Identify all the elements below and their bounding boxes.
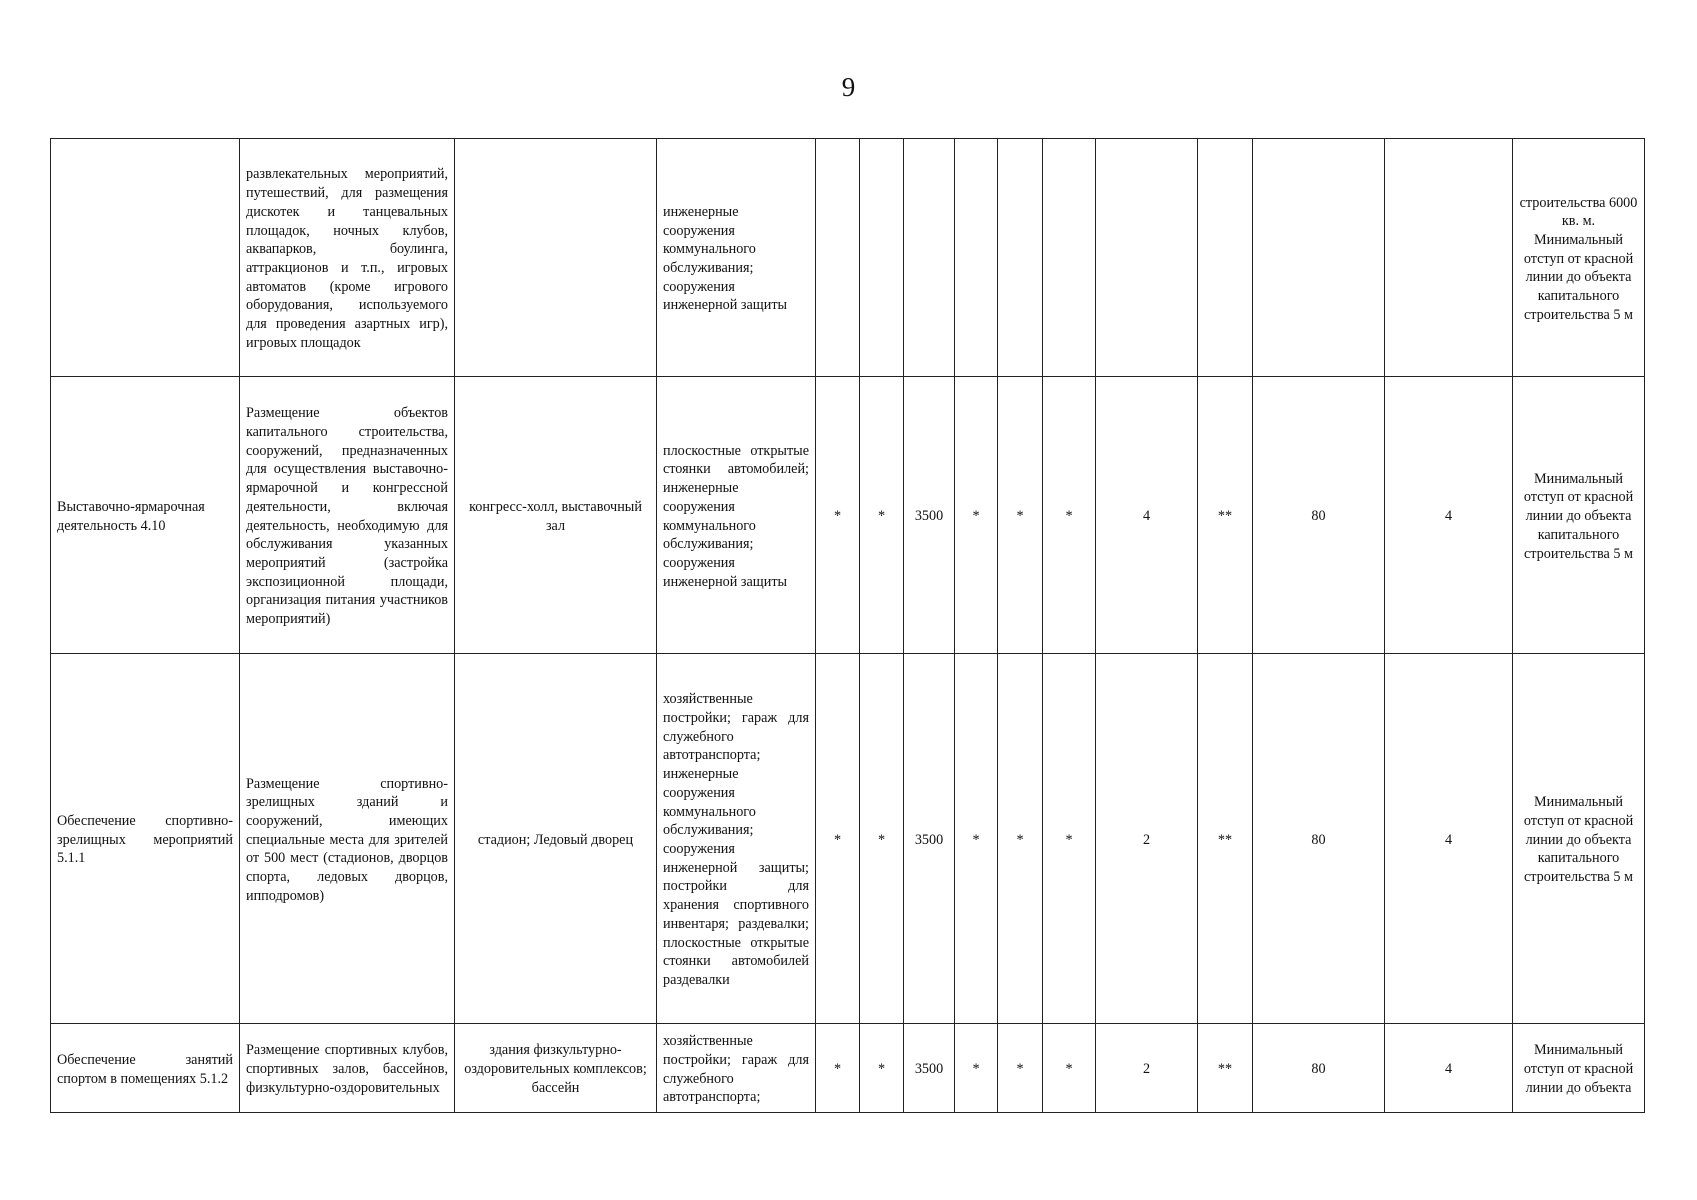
param-cell: ** [1198, 654, 1253, 1024]
param-cell: * [860, 1024, 904, 1113]
notes-cell: строительства 6000 кв. м. Минимальный отступ от красной линии до объекта капитального строительства 5 м [1513, 139, 1645, 377]
main-objects [455, 139, 657, 377]
use-type-name: Обеспечение спортивно-зрелищных мероприятий 5.1.1 [51, 654, 240, 1024]
param-cell [904, 139, 955, 377]
use-description: развлекательных мероприятий, путешествий, для размещения дискотек и танцевальных площадок, ночных клубов, аквапарков, боулинга, аттракционов и т.п., игровых автоматов (кроме игрового оборудования, используемого для проведения азартных игр), игровых площадок [240, 139, 455, 377]
main-objects: конгресс-холл, выставочный зал [455, 377, 657, 654]
param-cell: 80 [1253, 1024, 1385, 1113]
param-cell: * [998, 1024, 1043, 1113]
param-cell: * [998, 654, 1043, 1024]
use-description: Размещение спортивных клубов, спортивных залов, бассейнов, физкультурно-оздоровительных [240, 1024, 455, 1113]
auxiliary-objects: хозяйственные постройки; гараж для служебного автотранспорта; инженерные сооружения коммунального обслуживания; сооружения инженерной защиты; постройки для хранения спортивного инвентаря; раздевалки; плоскостные открытые стоянки автомобилей раздевалки [657, 654, 816, 1024]
param-cell: * [860, 654, 904, 1024]
table-row [51, 1024, 1645, 1113]
param-cell [1198, 139, 1253, 377]
table-row [51, 654, 1645, 1024]
param-cell: * [1043, 1024, 1096, 1113]
regulations-table [50, 138, 1645, 1113]
param-cell: * [955, 1024, 998, 1113]
param-cell: 80 [1253, 654, 1385, 1024]
param-cell: 4 [1385, 1024, 1513, 1113]
use-description: Размещение спортивно-зрелищных зданий и сооружений, имеющих специальные места для зрителей от 500 мест (стадионов, дворцов спорта, ледовых дворцов, ипподромов) [240, 654, 455, 1024]
use-type-name: Обеспечение занятий спортом в помещениях 5.1.2 [51, 1024, 240, 1113]
use-type-name: Выставочно-ярмарочная деятельность 4.10 [51, 377, 240, 654]
param-cell: ** [1198, 377, 1253, 654]
auxiliary-objects: плоскостные открытые стоянки автомобилей; инженерные сооружения коммунального обслуживания; сооружения инженерной защиты [657, 377, 816, 654]
param-cell: * [1043, 654, 1096, 1024]
table-row [51, 377, 1645, 654]
auxiliary-objects: инженерные сооружения коммунального обслуживания; сооружения инженерной защиты [657, 139, 816, 377]
param-cell: 3500 [904, 1024, 955, 1113]
param-cell: 4 [1385, 377, 1513, 654]
param-cell: * [816, 1024, 860, 1113]
notes-cell: Минимальный отступ от красной линии до объекта [1513, 1024, 1645, 1113]
use-description: Размещение объектов капитального строительства, сооружений, предназначенных для осуществления выставочно-ярмарочной и конгрессной деятельности, включая деятельность, необходимую для обслуживания указанных мероприятий (застройка экспозиционной площади, организация питания участников мероприятий) [240, 377, 455, 654]
page-number: 9 [841, 72, 856, 102]
param-cell [998, 139, 1043, 377]
param-cell: * [816, 654, 860, 1024]
notes-cell: Минимальный отступ от красной линии до объекта капитального строительства 5 м [1513, 654, 1645, 1024]
main-objects: стадион; Ледовый дворец [455, 654, 657, 1024]
param-cell [955, 139, 998, 377]
param-cell [1385, 139, 1513, 377]
param-cell [1253, 139, 1385, 377]
param-cell: * [860, 377, 904, 654]
auxiliary-objects: хозяйственные постройки; гараж для служебного автотранспорта; [657, 1024, 816, 1113]
main-objects: здания физкультурно-оздоровительных комплексов; бассейн [455, 1024, 657, 1113]
param-cell: * [1043, 377, 1096, 654]
notes-cell: Минимальный отступ от красной линии до объекта капитального строительства 5 м [1513, 377, 1645, 654]
param-cell: 3500 [904, 654, 955, 1024]
table-row [51, 139, 1645, 377]
param-cell: 2 [1096, 654, 1198, 1024]
param-cell: * [998, 377, 1043, 654]
param-cell [1043, 139, 1096, 377]
param-cell: ** [1198, 1024, 1253, 1113]
param-cell [816, 139, 860, 377]
param-cell: 4 [1385, 654, 1513, 1024]
param-cell: 3500 [904, 377, 955, 654]
param-cell: 2 [1096, 1024, 1198, 1113]
param-cell: * [816, 377, 860, 654]
param-cell: 4 [1096, 377, 1198, 654]
param-cell: * [955, 654, 998, 1024]
param-cell: 80 [1253, 377, 1385, 654]
param-cell [1096, 139, 1198, 377]
use-type-name [51, 139, 240, 377]
param-cell [860, 139, 904, 377]
param-cell: * [955, 377, 998, 654]
